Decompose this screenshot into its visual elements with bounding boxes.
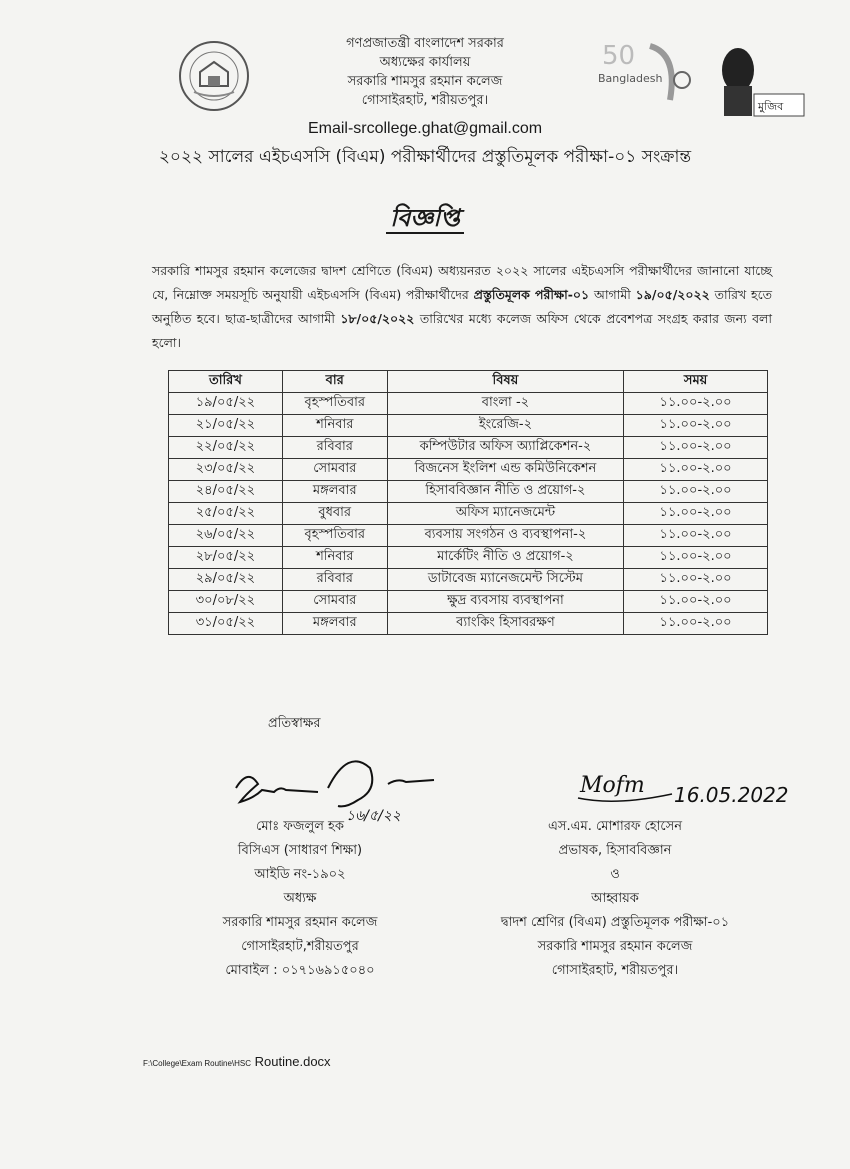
body-start-date: ১৯/০৫/২০২২ [635,287,710,302]
cell-subject: ব্যবসায় সংগঠন ও ব্যবস্থাপনা-২ [387,525,624,547]
cell-day: রবিবার [282,569,387,591]
convenor-exam: দ্বাদশ শ্রেণির (বিএম) প্রস্তুতিমূলক পরীক্ষা-০১ [500,915,730,930]
cell-date: ২৩/০৫/২২ [169,459,283,481]
cell-time: ১১.০০-২.০০ [624,547,768,569]
cell-date: ২২/০৫/২২ [169,437,283,459]
cell-time: ১১.০০-২.০০ [624,503,768,525]
cell-day: মঙ্গলবার [282,481,387,503]
body-exam-name: প্রস্তুতিমূলক পরীক্ষা-০১ [473,287,590,302]
cell-day: বৃহস্পতিবার [282,525,387,547]
principal-address: গোসাইরহাট,শরীয়তপুর [241,939,359,954]
cell-subject: কম্পিউটার অফিস অ্যাপ্লিকেশন-২ [387,437,624,459]
header-subject: বিষয় [387,371,624,393]
cell-subject: হিসাববিজ্ঞান নীতি ও প্রয়োগ-২ [387,481,624,503]
college-seal-logo [178,40,250,112]
table-row [169,415,768,437]
cell-time: ১১.০০-২.০০ [624,613,768,635]
cell-date: ২৯/০৫/২২ [169,569,283,591]
cell-day: বুধবার [282,503,387,525]
cell-day: রবিবার [282,437,387,459]
convenor-address: গোসাইরহাট, শরীয়তপুর। [551,963,679,978]
body-text-1: সরকারি শামসুর রহমান কলেজের দ্বাদশ শ্রেণিতে (বিএম) অধ্যয়নরত ২০২২ সালের এইচএসসি পরীক্ষার্থীদের জানানো যাচ্ছে যে, নিম্নোক্ত সময়সূচি অনুযায়ী এইচএসসি (বিএম) পরীক্ষার্থীদের [152,263,772,302]
notice-body [152,259,772,355]
svg-text:50: 50 [602,41,636,71]
cell-day: সোমবার [282,591,387,613]
bangladesh-mujib-logo [598,40,810,118]
cell-date: ১৯/০৫/২২ [169,393,283,415]
cell-subject: অফিস ম্যানেজমেন্ট [387,503,624,525]
table-header-row [169,371,768,393]
principal-signatory [200,815,400,983]
cell-subject: বাংলা -২ [387,393,624,415]
cell-date: ২৮/০৫/২২ [169,547,283,569]
cell-subject: ক্ষুদ্র ব্যবসায় ব্যবস্থাপনা [387,591,624,613]
bangladesh-label: Bangladesh [598,72,663,85]
cell-subject: ইংরেজি-২ [387,415,624,437]
convenor-and: ও [610,867,620,882]
body-admit-date: ১৮/০৫/২০২২ [340,311,415,326]
table-row [169,503,768,525]
countersign-label: প্রতিস্বাক্ষর [268,716,321,731]
exam-schedule-table [168,370,768,635]
convenor-signatory [470,815,760,983]
cell-date: ২৪/০৫/২২ [169,481,283,503]
table-row [169,459,768,481]
footer-filename: Routine.docx [254,1054,331,1069]
cell-day: শনিবার [282,547,387,569]
cell-date: ৩১/০৫/২২ [169,613,283,635]
principal-college: সরকারি শামসুর রহমান কলেজ [222,915,378,930]
table-row [169,591,768,613]
body-text-2: আগামী [589,287,636,302]
notice-subject: ২০২২ সালের এইচএসসি (বিএম) পরীক্ষার্থীদের প্রস্তুতিমূলক পরীক্ষা-০১ সংক্রান্ত [158,147,692,167]
mujib-badge-label: মুজিব [758,100,784,113]
notice-title [0,200,850,240]
cell-subject: মার্কেটিং নীতি ও প্রয়োগ-২ [387,547,624,569]
cell-time: ১১.০০-২.০০ [624,459,768,481]
table-row [169,547,768,569]
principal-id: আইডি নং-১৯০২ [254,867,346,882]
convenor-college: সরকারি শামসুর রহমান কলেজ [537,939,693,954]
cell-subject: ডাটাবেজ ম্যানেজমেন্ট সিস্টেম [387,569,624,591]
header-date: তারিখ [169,371,283,393]
cell-time: ১১.০০-২.০০ [624,437,768,459]
table-row [169,437,768,459]
convenor-post: প্রভাষক, হিসাববিজ্ঞান [558,843,672,858]
svg-text:Mofm: Mofm [580,773,645,798]
header-day: বার [282,371,387,393]
principal-designation: অধ্যক্ষ [283,891,317,906]
convenor-role: আহ্বায়ক [591,891,639,906]
principal-signature-date: ১৬/৫/২২ [346,808,401,824]
cell-day: মঙ্গলবার [282,613,387,635]
notice-title-text: বিজ্ঞপ্তি [386,204,464,234]
header-line-government: গণপ্রজাতন্ত্রী বাংলাদেশ সরকার [346,36,504,51]
table-row [169,569,768,591]
cell-day: বৃহস্পতিবার [282,393,387,415]
cell-time: ১১.০০-২.০০ [624,393,768,415]
header-line-college: সরকারি শামসুর রহমান কলেজ [347,74,503,89]
email-address: Email-srcollege.ghat@gmail.com [307,120,543,137]
cell-day: শনিবার [282,415,387,437]
cell-time: ১১.০০-২.০০ [624,569,768,591]
footer-path: F:\College\Exam Routine\HSC [143,1059,252,1068]
principal-cadre: বিসিএস (সাধারণ শিক্ষা) [237,843,363,858]
cell-time: ১১.০০-২.০০ [624,415,768,437]
table-row [169,481,768,503]
convenor-signature-date: 16.05.2022 [674,783,789,807]
header-line-office: অধ্যক্ষের কার্যালয় [379,55,471,70]
convenor-name: এস.এম. মোশারফ হোসেন [548,819,682,834]
convenor-signature [576,762,796,812]
table-row [169,525,768,547]
cell-date: ২৫/০৫/২২ [169,503,283,525]
body-text-4: তারিখের মধ্যে কলেজ অফিস থেকে প্রবেশপত্র সংগ্রহ করার জন্য বলা হলো। [152,311,772,350]
body-text-3: তারিখ হতে অনুষ্ঠিত হবে। ছাত্র-ছাত্রীদের আগামী [152,287,772,326]
cell-day: সোমবার [282,459,387,481]
file-path-footer [143,1054,331,1069]
cell-time: ১১.০০-২.০০ [624,525,768,547]
cell-subject: বিজনেস ইংলিশ এন্ড কমিউনিকেশন [387,459,624,481]
schedule-body [169,393,768,635]
table-row [169,393,768,415]
cell-time: ১১.০০-২.০০ [624,591,768,613]
cell-date: ২৬/০৫/২২ [169,525,283,547]
cell-date: ২১/০৫/২২ [169,415,283,437]
principal-name: মোঃ ফজলুল হক [256,819,344,834]
cell-time: ১১.০০-২.০০ [624,481,768,503]
cell-subject: ব্যাংকিং হিসাবরক্ষণ [387,613,624,635]
header-time: সময় [624,371,768,393]
header-line-address: গোসাইরহাট, শরীয়তপুর। [361,93,489,108]
principal-mobile: মোবাইল : ০১৭১৬৯১৫০৪০ [225,963,375,978]
cell-date: ৩০/০৮/২২ [169,591,283,613]
table-row [169,613,768,635]
